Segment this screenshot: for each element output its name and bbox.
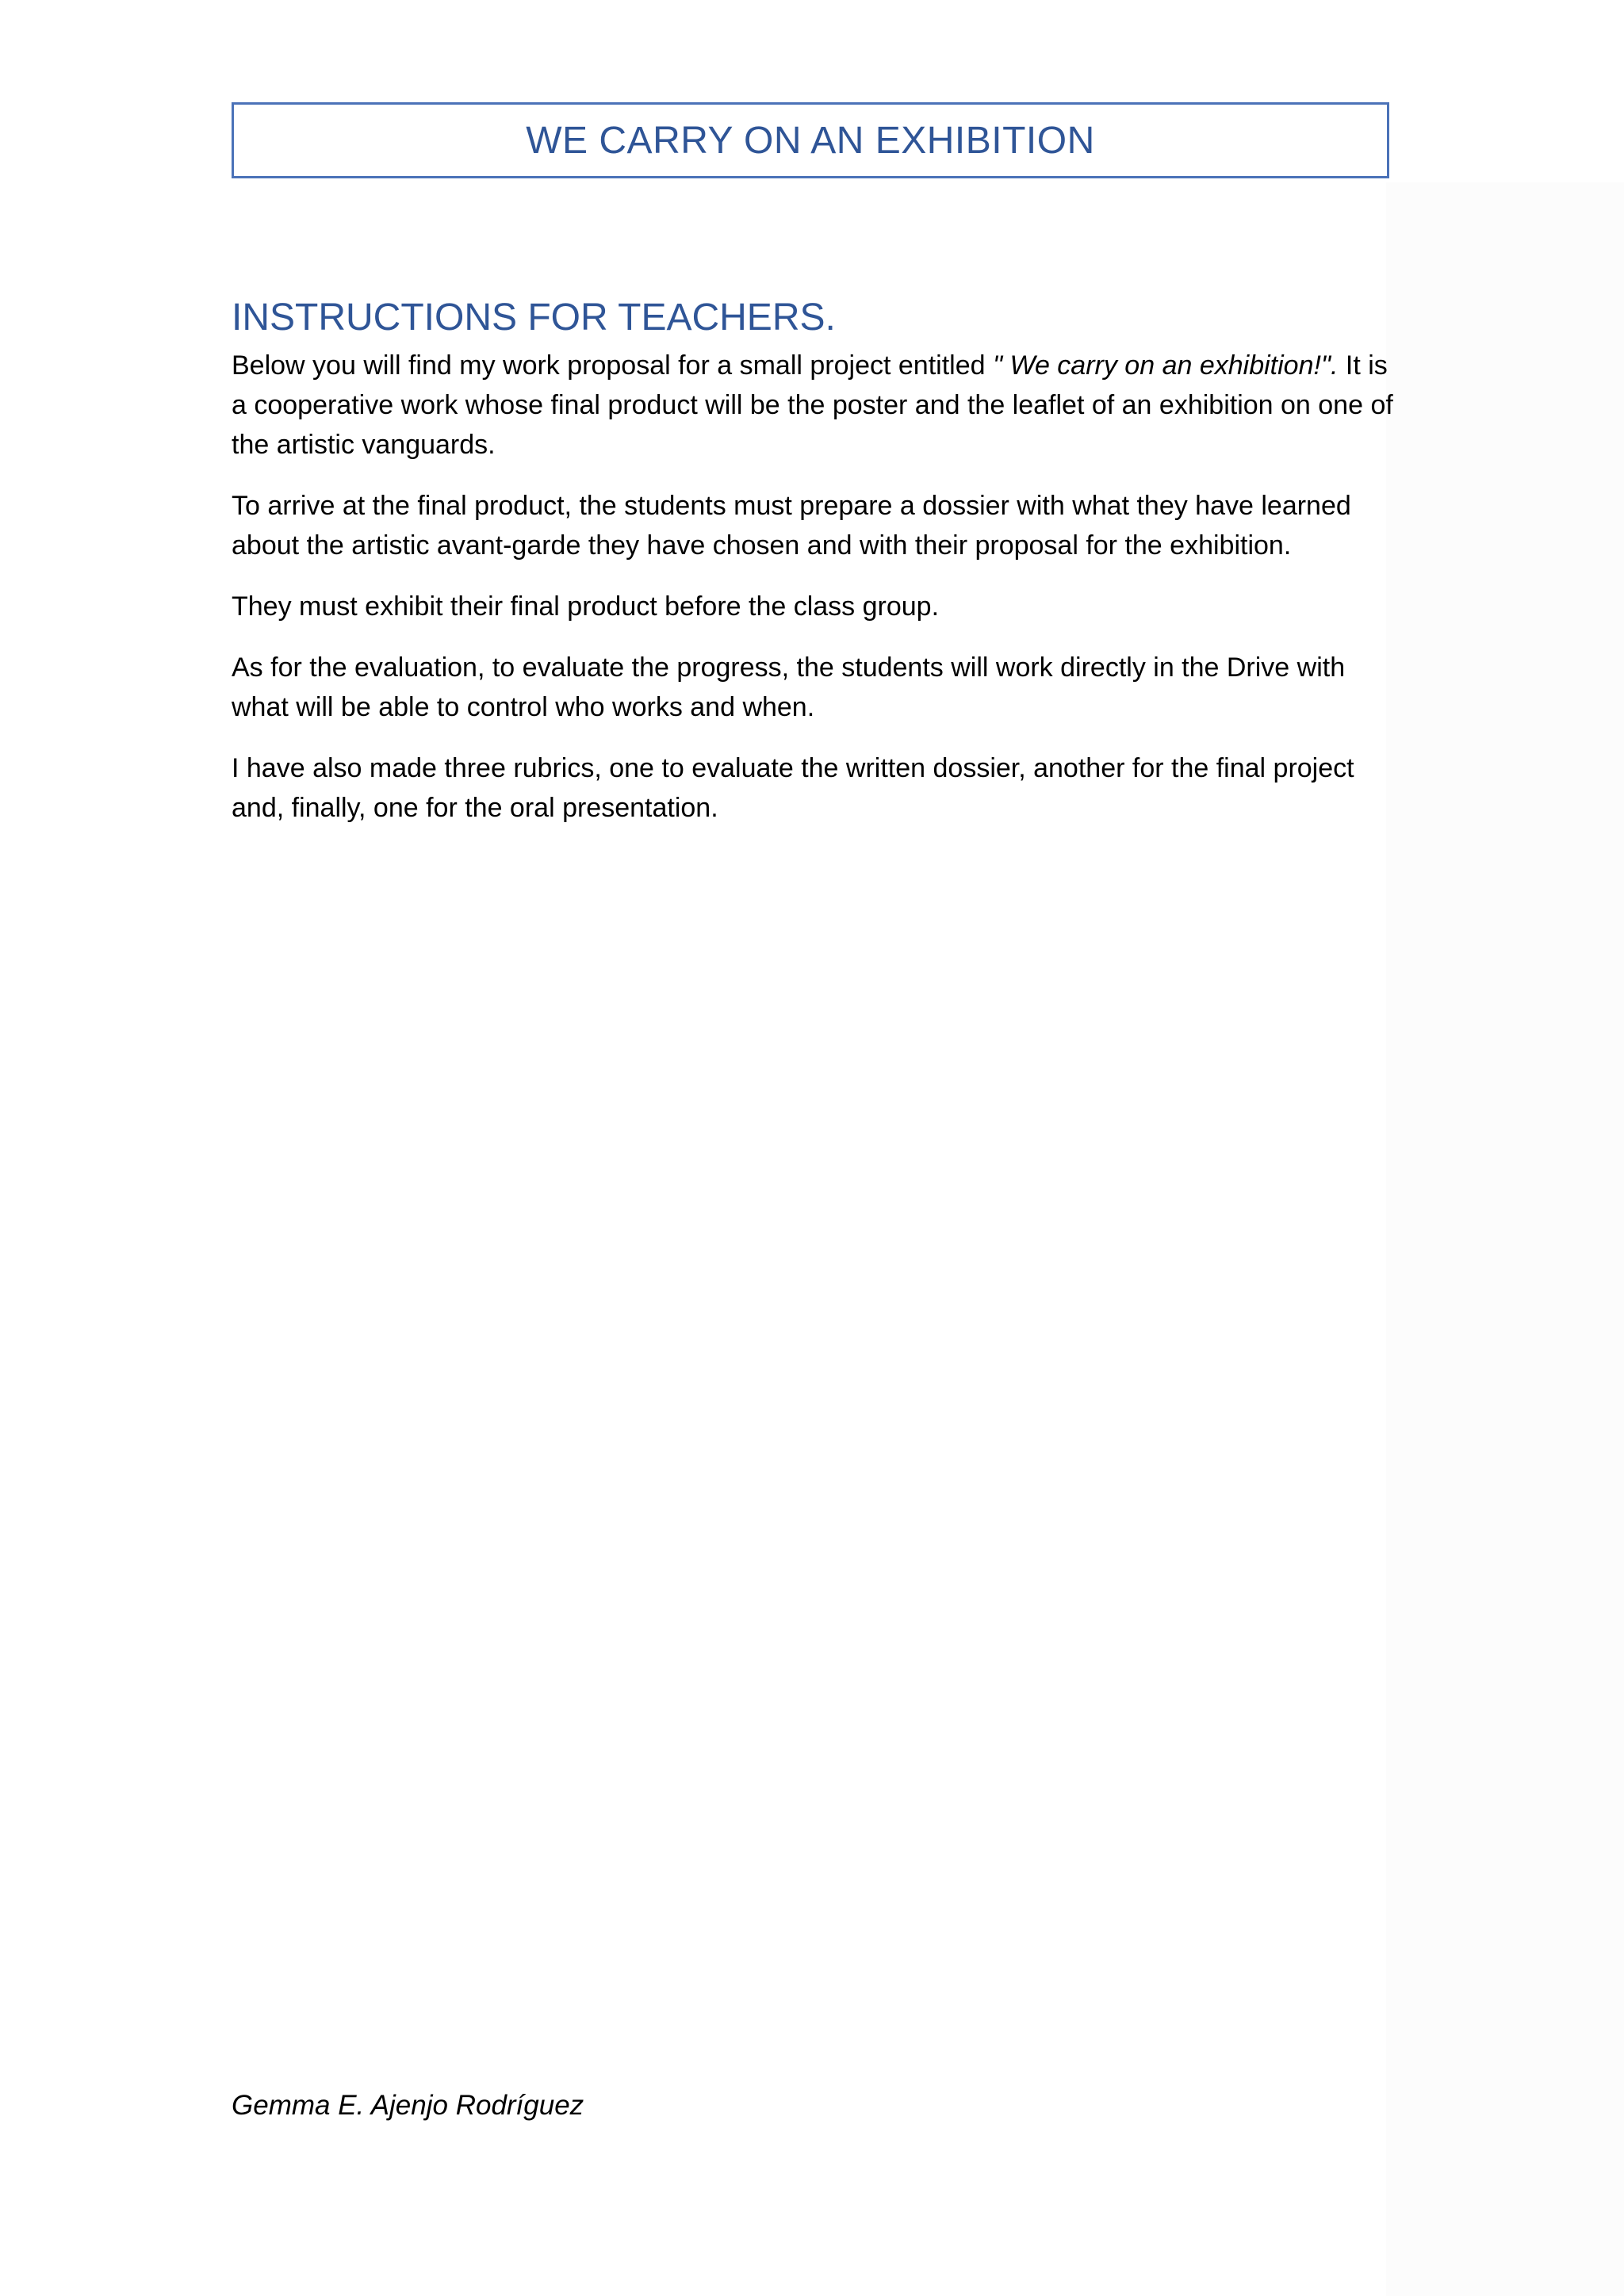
page-background-tint: [1386, 182, 1624, 2296]
paragraph-dossier: To arrive at the final product, the students must prepare a dossier with what they have learned about the artistic avant-garde they have chosen and with their proposal for the exhibition.: [232, 491, 1351, 561]
paragraph-intro: [232, 346, 1397, 465]
paragraph-intro-end: It is a cooperative work whose final product will be the poster and the leaflet of an exhibition on one of the artistic vanguards.: [232, 350, 1393, 460]
document-title: WE CARRY ON AN EXHIBITION: [526, 119, 1095, 162]
paragraph-rubrics: I have also made three rubrics, one to evaluate the written dossier, another for the final project and, finally, one for the oral presentation.: [232, 753, 1354, 823]
paragraph-intro-start: Below you will find my work proposal for a small project entitled: [232, 350, 993, 381]
project-title-emphasis: " We carry on an exhibition!".: [992, 350, 1339, 381]
section-heading: INSTRUCTIONS FOR TEACHERS.: [232, 297, 836, 339]
paragraph-evaluation: As for the evaluation, to evaluate the progress, the students will work directly in the Drive with what will be able to control who works and when.: [232, 652, 1346, 722]
paragraph-exhibit: They must exhibit their final product before the class group.: [232, 591, 940, 622]
author-name: Gemma E. Ajenjo Rodríguez: [232, 2090, 584, 2121]
body-text: [232, 346, 1397, 849]
title-box: [232, 102, 1389, 178]
